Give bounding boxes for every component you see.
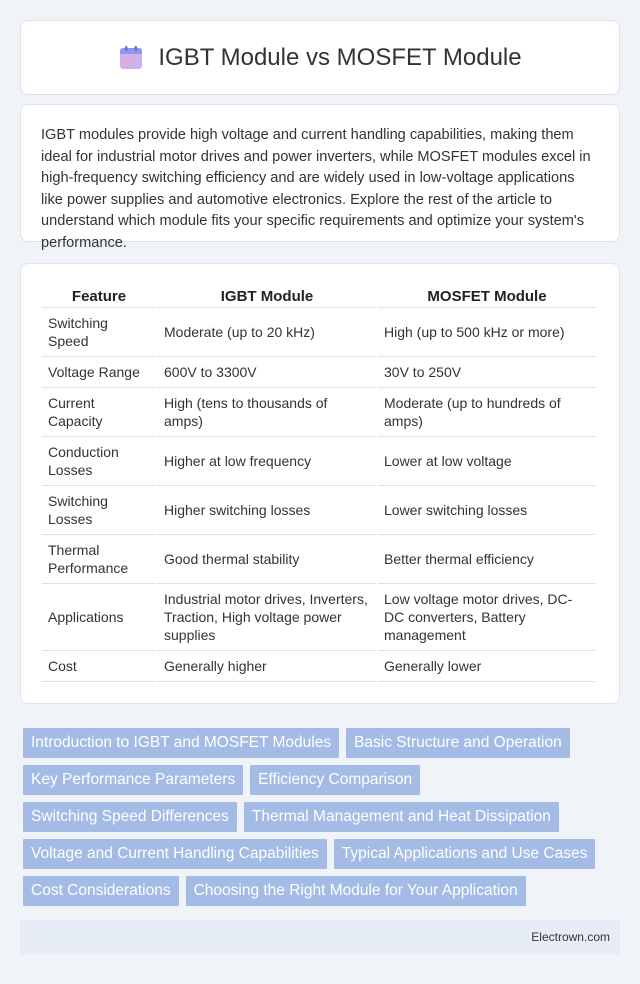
mosfet-cell: Better thermal efficiency (378, 535, 596, 584)
footer (20, 920, 620, 954)
feature-cell: Cost (42, 651, 156, 682)
feature-cell: Switching Speed (42, 308, 156, 357)
tag-row (23, 876, 623, 906)
feature-cell: Conduction Losses (42, 437, 156, 486)
feature-cell: Switching Losses (42, 486, 156, 535)
comparison-table-card (20, 263, 620, 704)
mosfet-cell: Moderate (up to hundreds of amps) (378, 388, 596, 437)
table-row (42, 357, 596, 388)
page-title: IGBT Module vs MOSFET Module (158, 43, 522, 71)
tag-applications[interactable]: Typical Applications and Use Cases (334, 839, 596, 869)
table-row (42, 535, 596, 584)
title-card (20, 20, 620, 95)
tag-row (23, 765, 623, 795)
igbt-cell: Good thermal stability (158, 535, 376, 584)
igbt-cell: High (tens to thousands of amps) (158, 388, 376, 437)
table-row (42, 486, 596, 535)
igbt-cell: Industrial motor drives, Inverters, Traction, High voltage power supplies (158, 584, 376, 651)
tag-voltage-current[interactable]: Voltage and Current Handling Capabilities (23, 839, 327, 869)
title-bar (118, 44, 521, 72)
table-row (42, 308, 596, 357)
header-mosfet: MOSFET Module (378, 284, 596, 308)
tag-thermal-management[interactable]: Thermal Management and Heat Dissipation (244, 802, 559, 832)
tag-switching-speed[interactable]: Switching Speed Differences (23, 802, 237, 832)
tag-basic-structure[interactable]: Basic Structure and Operation (346, 728, 570, 758)
tag-row (23, 802, 623, 832)
tag-row (23, 728, 623, 758)
table-row (42, 388, 596, 437)
header-feature: Feature (42, 284, 156, 308)
mosfet-cell: High (up to 500 kHz or more) (378, 308, 596, 357)
mosfet-cell: 30V to 250V (378, 357, 596, 388)
header-igbt: IGBT Module (158, 284, 376, 308)
mosfet-cell: Generally lower (378, 651, 596, 682)
mosfet-cell: Lower at low voltage (378, 437, 596, 486)
igbt-cell: Higher at low frequency (158, 437, 376, 486)
calendar-icon (118, 45, 144, 71)
feature-cell: Thermal Performance (42, 535, 156, 584)
mosfet-cell: Low voltage motor drives, DC-DC converters, Battery management (378, 584, 596, 651)
feature-cell: Applications (42, 584, 156, 651)
tag-introduction[interactable]: Introduction to IGBT and MOSFET Modules (23, 728, 339, 758)
tag-row (23, 839, 623, 869)
igbt-cell: Generally higher (158, 651, 376, 682)
tag-choosing-module[interactable]: Choosing the Right Module for Your Application (186, 876, 526, 906)
mosfet-cell: Lower switching losses (378, 486, 596, 535)
feature-cell: Voltage Range (42, 357, 156, 388)
intro-paragraph: IGBT modules provide high voltage and current handling capabilities, making them ideal for industrial motor drives and power inverters, while MOSFET modules excel in high-frequency switching efficiency and are widely used in low-voltage applications like power supplies and automotive electronics. Explore the rest of the article to understand which module fits your specific requirements and optimize your system's performance. (41, 127, 591, 251)
topic-tags (23, 728, 623, 913)
feature-cell: Current Capacity (42, 388, 156, 437)
table-row (42, 437, 596, 486)
tag-key-performance[interactable]: Key Performance Parameters (23, 765, 243, 795)
igbt-cell: 600V to 3300V (158, 357, 376, 388)
comparison-table (40, 284, 598, 682)
tag-efficiency[interactable]: Efficiency Comparison (250, 765, 420, 795)
table-row (42, 651, 596, 682)
igbt-cell: Moderate (up to 20 kHz) (158, 308, 376, 357)
intro-card (20, 104, 620, 251)
tag-cost[interactable]: Cost Considerations (23, 876, 179, 906)
igbt-cell: Higher switching losses (158, 486, 376, 535)
footer-site: Electrown.com (531, 930, 610, 944)
table-header-row (42, 284, 596, 308)
table-row (42, 584, 596, 651)
